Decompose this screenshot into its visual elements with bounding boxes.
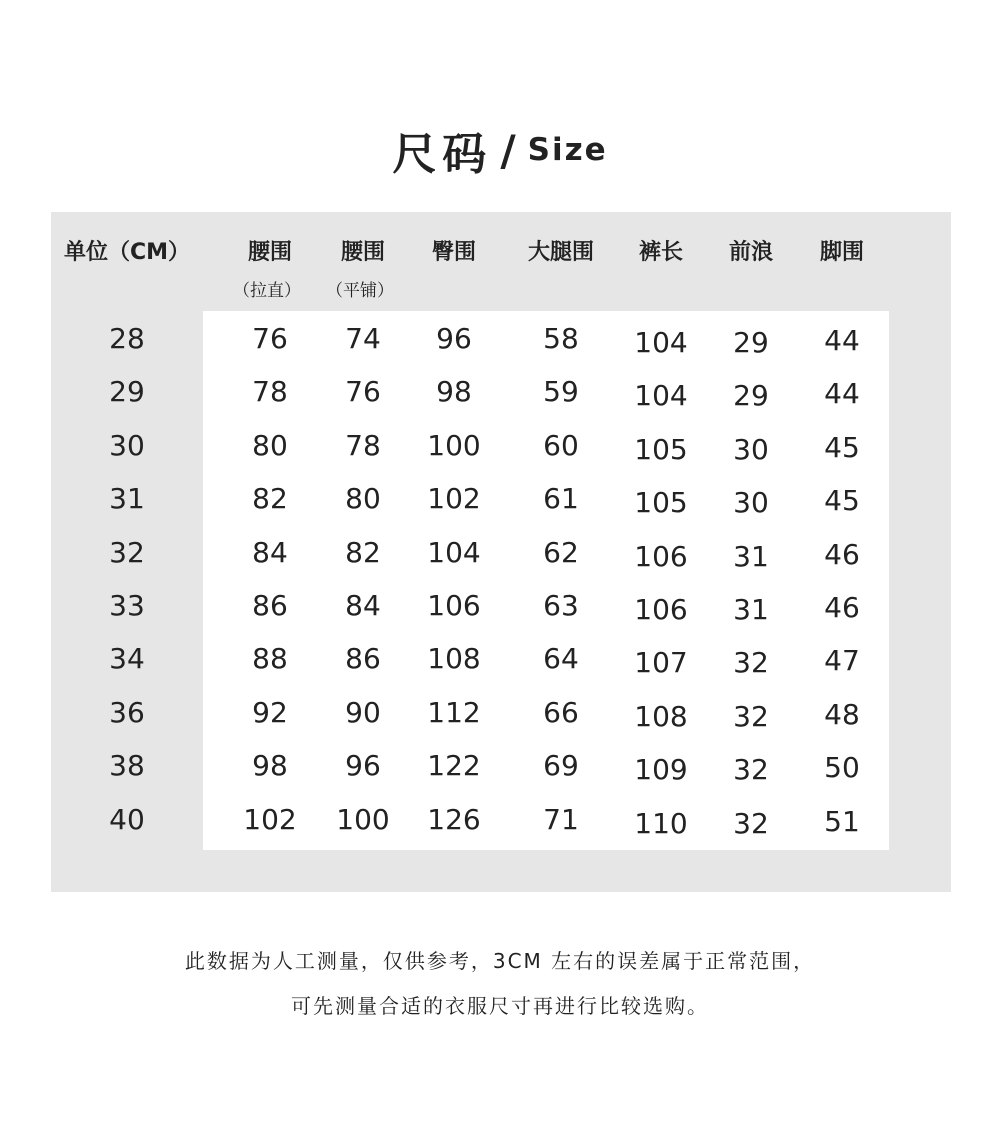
page-title [0,118,1000,182]
column-header: 大腿围 [527,240,595,265]
table-cell: 100 [427,428,481,462]
table-cell: 100 [336,802,390,836]
table-cell: 104 [427,535,481,569]
table-cell: 29 [733,379,769,413]
size-label-cell: 33 [109,589,145,622]
table-cell: 62 [543,535,579,569]
table-cell: 126 [427,802,481,836]
table-cell: 32 [733,646,769,680]
table-cell: 71 [543,802,579,836]
table-cell: 82 [345,535,381,569]
table-cell: 31 [733,539,769,573]
size-label-cell: 40 [109,802,145,836]
table-cell: 82 [252,482,288,516]
title-chinese: 尺码 [392,129,493,180]
table-cell: 50 [824,751,860,785]
table-cell: 78 [252,375,288,409]
table-cell: 96 [436,322,472,355]
table-cell: 76 [252,322,288,355]
column-header-note: （平铺） [326,281,394,301]
table-cell: 106 [634,539,688,573]
table-cell: 30 [733,486,769,520]
size-label-cell: 36 [109,695,145,729]
column-header: 臀围 [431,240,477,265]
table-cell: 80 [252,428,288,462]
table-cell: 108 [427,642,481,676]
table-cell: 112 [427,695,481,729]
note-line-2: 可先测量合适的衣服尺寸再进行比较选购。 [291,994,709,1018]
table-cell: 51 [824,804,860,838]
table-cell: 45 [824,484,860,518]
table-cell: 110 [634,806,688,840]
column-header: 前浪 [728,240,774,265]
table-cell: 86 [252,589,288,622]
table-cell: 104 [634,379,688,413]
table-cell: 106 [634,593,688,626]
table-cell: 102 [427,482,481,516]
table-cell: 46 [824,537,860,571]
size-label-cell: 30 [109,428,145,462]
table-cell: 59 [543,375,579,409]
table-cell: 96 [345,749,381,783]
note-line-1: 此数据为人工测量，仅供参考，3CM 左右的误差属于正常范围， [184,949,816,973]
column-header: 裤长 [638,240,684,265]
table-cell: 31 [733,593,769,626]
table-cell: 60 [543,428,579,462]
size-label-cell: 38 [109,749,145,783]
table-cell: 61 [543,482,579,516]
table-cell: 108 [634,699,688,733]
table-cell: 46 [824,591,860,624]
table-cell: 106 [427,589,481,622]
table-cell: 122 [427,749,481,783]
table-cell: 86 [345,642,381,676]
table-cell: 92 [252,695,288,729]
table-cell: 32 [733,699,769,733]
table-cell: 64 [543,642,579,676]
table-cell: 76 [345,375,381,409]
table-cell: 98 [252,749,288,783]
title-slash: / [500,125,516,175]
table-cell: 90 [345,695,381,729]
table-cell: 78 [345,428,381,462]
column-header: 腰围 [247,240,293,265]
table-cell: 107 [634,646,688,680]
table-cell: 84 [345,589,381,622]
table-cell: 102 [243,802,297,836]
table-cell: 48 [824,697,860,731]
column-header-note: （拉直） [233,281,301,301]
table-cell: 88 [252,642,288,676]
table-cell: 32 [733,806,769,840]
table-cell: 44 [824,324,860,357]
table-cell: 45 [824,430,860,464]
table-cell: 69 [543,749,579,783]
table-cell: 105 [634,486,688,520]
size-label-cell: 31 [109,482,145,516]
size-label-cell: 29 [109,375,145,409]
table-cell: 109 [634,753,688,787]
column-header: 脚围 [819,240,865,265]
title-english: Size [527,132,608,168]
size-label-cell: 32 [109,535,145,569]
table-cell: 80 [345,482,381,516]
table-cell: 66 [543,695,579,729]
column-header: 单位（CM） [63,240,191,265]
table-cell: 29 [733,326,769,359]
table-cell: 105 [634,432,688,466]
size-label-cell: 34 [109,642,145,676]
table-cell: 104 [634,326,688,359]
table-cell: 58 [543,322,579,355]
table-cell: 98 [436,375,472,409]
table-cell: 63 [543,589,579,622]
column-header: 腰围 [340,240,386,265]
table-cell: 47 [824,644,860,678]
table-cell: 74 [345,322,381,355]
table-cell: 44 [824,377,860,411]
table-cell: 32 [733,753,769,787]
size-label-cell: 28 [109,322,145,355]
table-cell: 84 [252,535,288,569]
table-cell: 30 [733,432,769,466]
